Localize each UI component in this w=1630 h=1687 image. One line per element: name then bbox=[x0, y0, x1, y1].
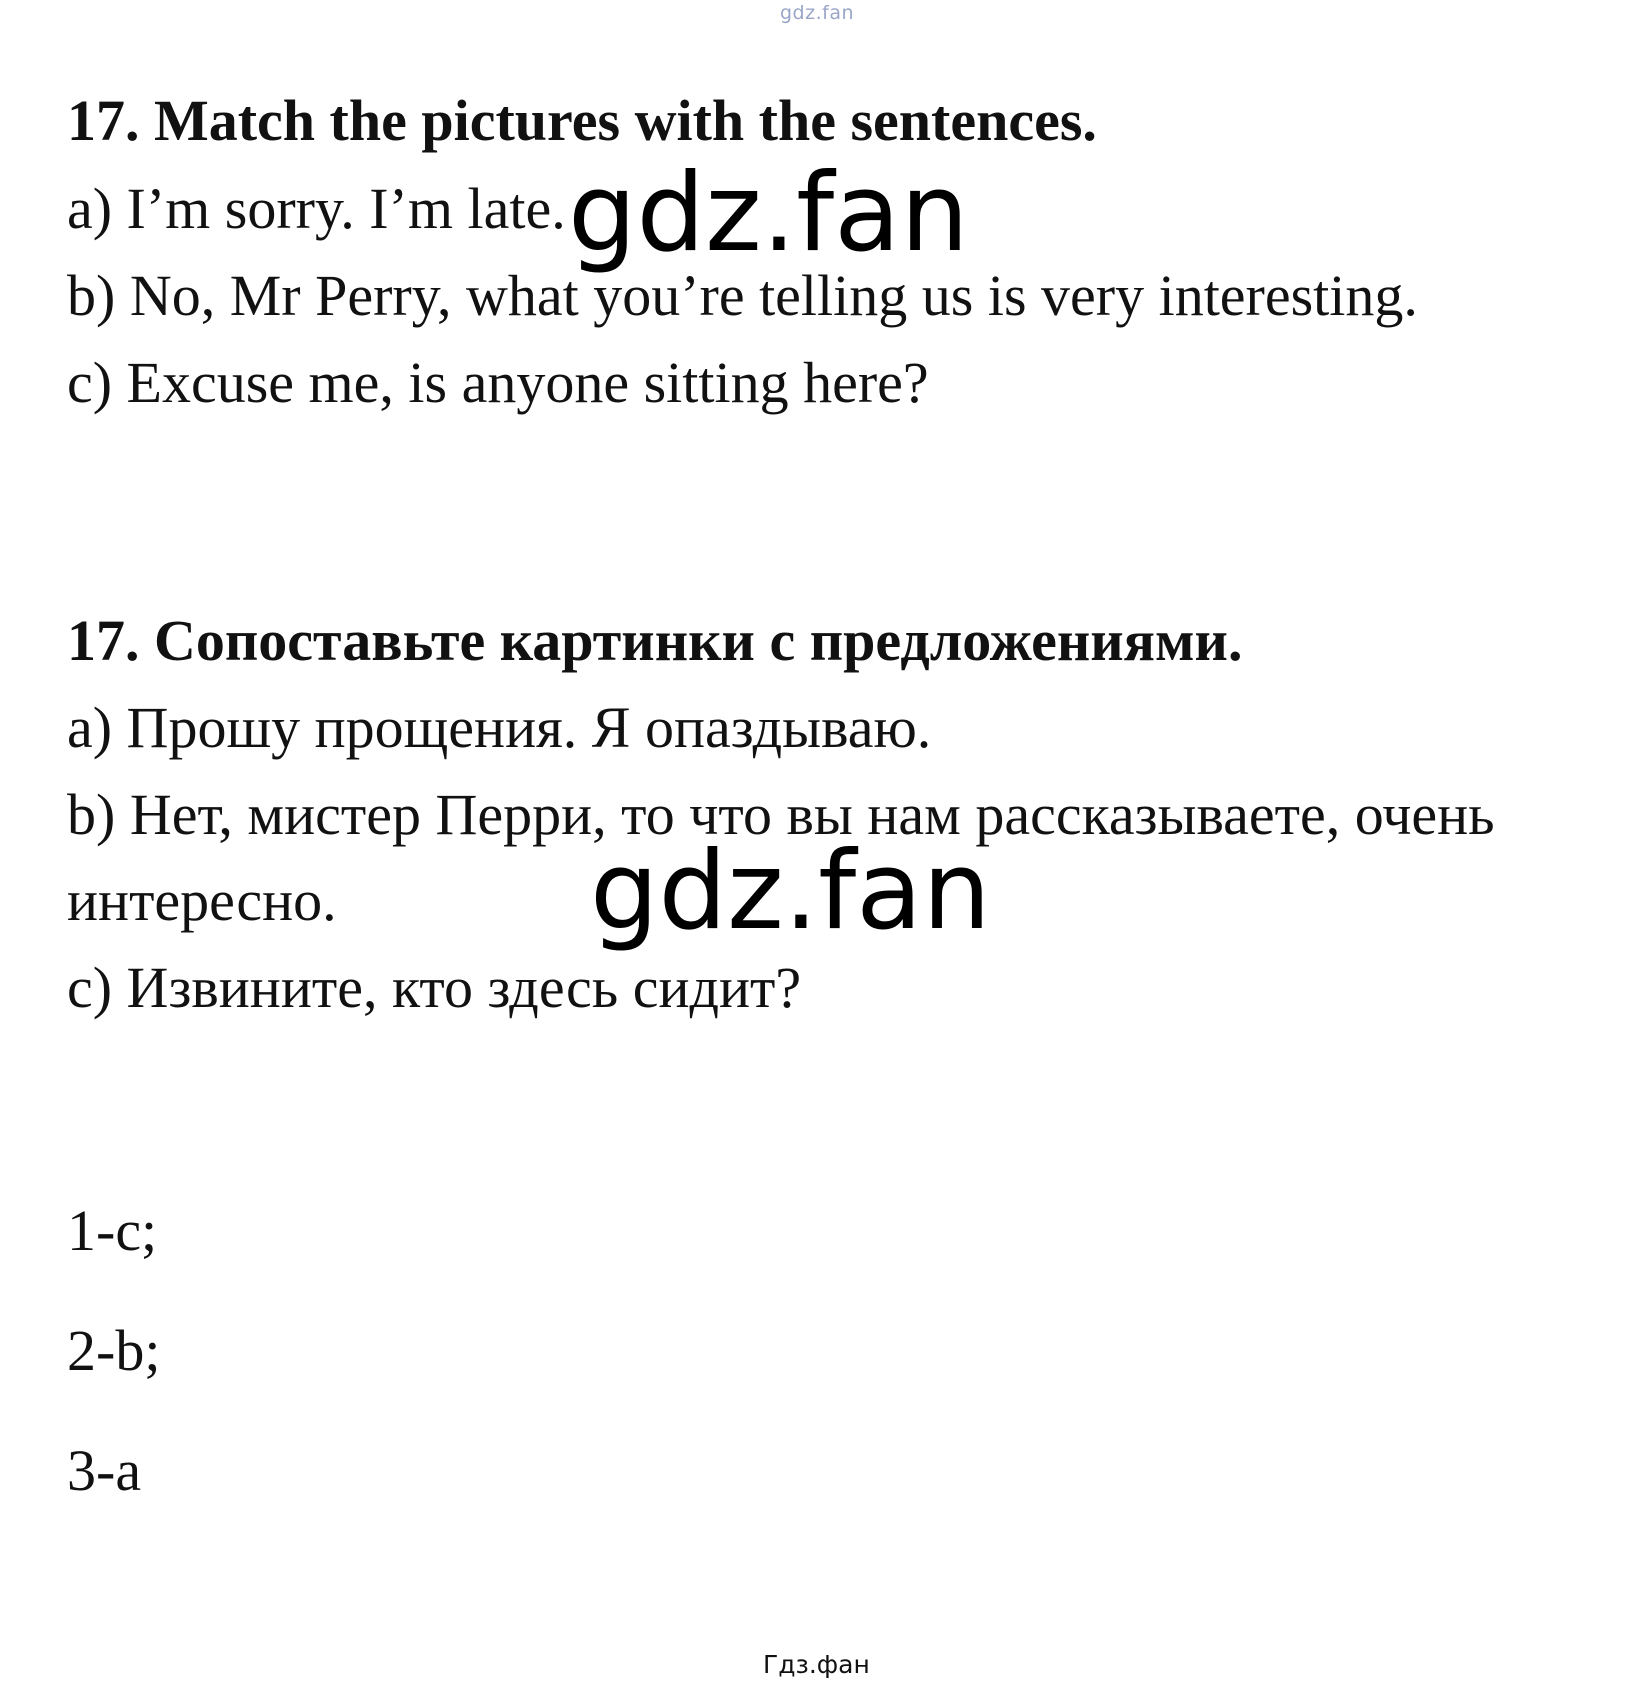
top-watermark: gdz.fan bbox=[780, 2, 855, 24]
english-item-b: b) No, Mr Perry, what you’re telling us is very interesting. bbox=[67, 263, 1418, 328]
answer-3: 3-a bbox=[67, 1438, 142, 1503]
russian-item-b-continued: интересно. bbox=[67, 868, 337, 933]
english-item-a: a) I’m sorry. I’m late. bbox=[67, 176, 566, 241]
overlay-watermark-2: gdz.fan bbox=[590, 829, 991, 954]
answer-2: 2-b; bbox=[67, 1318, 161, 1383]
russian-item-b: b) Нет, мистер Перри, то что вы нам рассказываете, очень bbox=[67, 782, 1495, 847]
russian-heading: 17. Сопоставьте картинки с предложениями. bbox=[67, 608, 1243, 673]
answer-1: 1-c; bbox=[67, 1198, 158, 1263]
overlay-watermark-1: gdz.fan bbox=[568, 151, 969, 276]
english-item-c: c) Excuse me, is anyone sitting here? bbox=[67, 350, 929, 415]
russian-item-a: a) Прошу прощения. Я опаздываю. bbox=[67, 695, 932, 760]
english-heading: 17. Match the pictures with the sentences. bbox=[67, 88, 1097, 153]
footer-watermark: Гдз.фан bbox=[763, 1650, 870, 1679]
russian-item-c: c) Извините, кто здесь сидит? bbox=[67, 955, 802, 1020]
